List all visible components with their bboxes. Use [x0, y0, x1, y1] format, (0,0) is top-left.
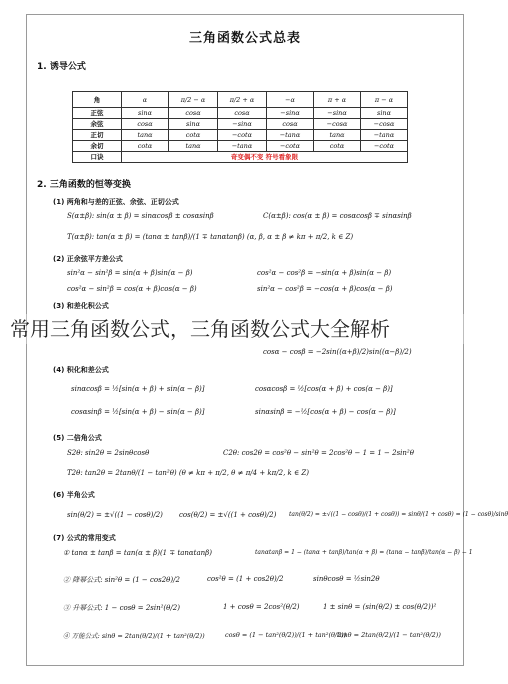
table-header-cell: π − α: [361, 92, 408, 108]
subsection-heading: (1) 两角和与差的正弦、余弦、正切公式: [53, 198, 179, 206]
formula-line: S(α±β): sin(α ± β) = sinαcosβ ± cosαsinβ: [67, 212, 214, 220]
subsection-heading: (3) 和差化积公式: [53, 302, 109, 310]
table-cell: −tanα: [218, 141, 267, 152]
formula-line: sinαcosβ = ½[sin(α + β) + sin(α − β)]: [71, 385, 205, 393]
table-cell: tanα: [122, 130, 169, 141]
table-cell: −cotα: [218, 130, 267, 141]
table-cell: sinα: [361, 108, 408, 119]
formula-line: cosθ = (1 − tan²(θ/2))/(1 + tan²(θ/2)): [225, 631, 347, 639]
subsection-heading: (6) 半角公式: [53, 491, 95, 499]
table-header-row: [73, 92, 408, 108]
table-cell: −cosα: [361, 119, 408, 130]
formula-line: sin²α − cos²β = −cos(α + β)cos(α − β): [257, 285, 393, 293]
subsection-heading: (5) 二倍角公式: [53, 434, 102, 442]
table-cell: tanα: [169, 141, 218, 152]
table-cell: cosα: [122, 119, 169, 130]
formula-line: sin²α − sin²β = sin(α + β)sin(α − β): [67, 269, 193, 277]
formula-line: 1 ± sinθ = (sin(θ/2) ± cos(θ/2))²: [323, 603, 437, 611]
formula-line: ① tanα ± tanβ = tan(α ± β)(1 ∓ tanαtanβ): [63, 549, 212, 557]
formula-line: cos²α − cos²β = −sin(α + β)sin(α − β): [257, 269, 392, 277]
induction-table: [72, 91, 408, 163]
table-cell: −cotα: [267, 141, 314, 152]
table-cell: cosα: [218, 108, 267, 119]
sheet-title: 三角函数公式总表: [188, 31, 301, 46]
table-cell: −sinα: [267, 108, 314, 119]
subsection-heading: (2) 正余弦平方差公式: [53, 255, 123, 263]
formula-line: cosα − cosβ = −2sin((α+β)/2)sin((α−β)/2): [263, 348, 412, 356]
formula-line: cosαsinβ = ½[sin(α + β) − sin(α − β)]: [71, 408, 205, 416]
row-label: 口诀: [73, 152, 122, 163]
formula-line: tan(θ/2) = ±√((1 − cosθ)/(1 + cosθ)) = sinθ/(1 + cosθ) = (1 − cosθ)/sinθ: [289, 511, 508, 518]
formula-line: ② 降幂公式: sin²θ = (1 − cos2θ)/2: [63, 576, 180, 584]
table-row: [73, 130, 408, 141]
table-cell: −tanα: [361, 130, 408, 141]
formula-line: sin(θ/2) = ±√((1 − cosθ)/2): [67, 511, 163, 519]
table-cell: −tanα: [267, 130, 314, 141]
table-row: [73, 141, 408, 152]
table-row: [73, 108, 408, 119]
formula-line: cos²θ = (1 + cos2θ)/2: [207, 575, 284, 583]
table-cell: −cotα: [361, 141, 408, 152]
formula-line: sinθcosθ = ½sin2θ: [313, 575, 380, 583]
table-header-cell: π/2 + α: [218, 92, 267, 108]
subsection-heading: (7) 公式的常用变式: [53, 534, 116, 542]
table-header-cell: π/2 − α: [169, 92, 218, 108]
subsection-heading: (4) 积化和差公式: [53, 366, 109, 374]
mnemonic-text: 奇变偶不变 符号看象限: [122, 152, 408, 163]
formula-line: tanθ = 2tan(θ/2)/(1 − tan²(θ/2)): [337, 631, 441, 639]
table-row-mnemonic: [73, 152, 408, 163]
table-cell: cotα: [314, 141, 361, 152]
row-label: 余切: [73, 141, 122, 152]
row-label: 正弦: [73, 108, 122, 119]
formula-line: S2θ: sin2θ = 2sinθcosθ: [67, 449, 150, 457]
table-cell: cotα: [169, 130, 218, 141]
table-cell: cosα: [267, 119, 314, 130]
table-header-cell: π + α: [314, 92, 361, 108]
table-cell: sinα: [122, 108, 169, 119]
formula-line: ④ 万能公式: sinθ = 2tan(θ/2)/(1 + tan²(θ/2)): [63, 632, 205, 640]
table-header-cell: −α: [267, 92, 314, 108]
formula-line: 1 + cosθ = 2cos²(θ/2): [223, 603, 300, 611]
formula-line: T2θ: tan2θ = 2tanθ/(1 − tan²θ) (θ ≠ kπ + π/2, θ ≠ π/4 + kπ/2, k ∈ Z): [67, 469, 310, 477]
formula-line: cos²α − sin²β = cos(α + β)cos(α − β): [67, 285, 197, 293]
formula-line: T(α±β): tan(α ± β) = (tanα ± tanβ)/(1 ∓ tanαtanβ) (α, β, α ± β ≠ kπ + π/2, k ∈ Z): [67, 233, 354, 241]
table-cell: tanα: [314, 130, 361, 141]
article-title-overlay: 常用三角函数公式，三角函数公式大全解析: [10, 314, 482, 344]
formula-line: C(α±β): cos(α ± β) = cosαcosβ ∓ sinαsinβ: [263, 212, 412, 220]
table-cell: cosα: [169, 108, 218, 119]
formula-line: cos(θ/2) = ±√((1 + cosθ)/2): [179, 511, 277, 519]
table-row: [73, 119, 408, 130]
table-cell: −sinα: [218, 119, 267, 130]
section-1-heading: 1. 诱导公式: [37, 62, 86, 72]
row-label: 正切: [73, 130, 122, 141]
formula-line: C2θ: cos2θ = cos²θ − sin²θ = 2cos²θ − 1 = 1 − 2sin²θ: [223, 449, 414, 457]
formula-line: cosαcosβ = ½[cos(α + β) + cos(α − β)]: [255, 385, 393, 393]
table-cell: cotα: [122, 141, 169, 152]
formula-line: sinαsinβ = −½[cos(α + β) − cos(α − β)]: [255, 408, 396, 416]
formula-line: tanαtanβ = 1 − (tanα + tanβ)/tan(α + β) = (tanα − tanβ)/tan(α − β) − 1: [255, 549, 473, 556]
table-cell: sinα: [169, 119, 218, 130]
table-cell: −cosα: [314, 119, 361, 130]
table-header-cell: α: [122, 92, 169, 108]
table-header-cell: 角: [73, 92, 122, 108]
table-cell: −sinα: [314, 108, 361, 119]
row-label: 余弦: [73, 119, 122, 130]
formula-line: ③ 升幂公式: 1 − cosθ = 2sin²(θ/2): [63, 604, 180, 612]
section-2-heading: 2. 三角函数的恒等变换: [37, 180, 131, 190]
